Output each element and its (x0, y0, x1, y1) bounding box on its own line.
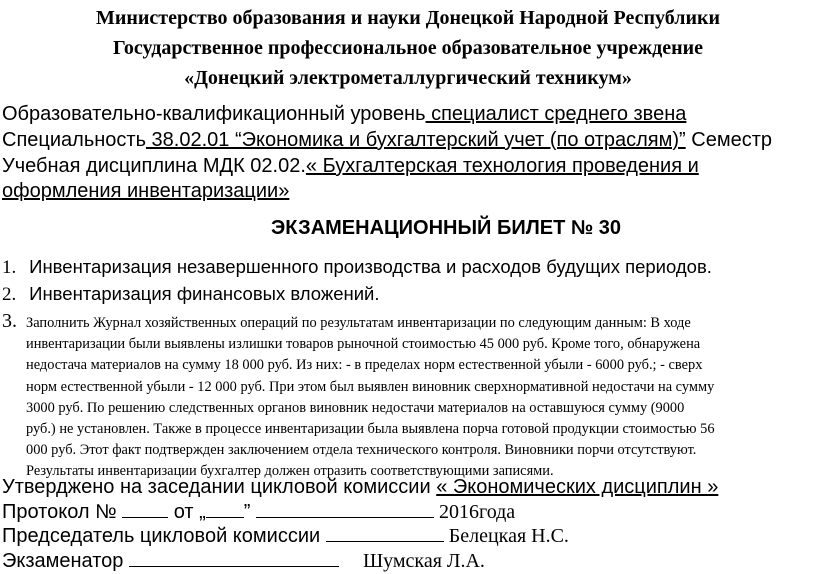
institution-name-heading: «Донецкий электрометаллургический техникум» (184, 67, 632, 89)
question-1-number: 1. (2, 257, 17, 278)
chairman-signature-blank (326, 525, 444, 542)
question-2 (2, 283, 380, 306)
examiner-label: Экзаменатор (2, 550, 129, 572)
ticket-title: ЭКЗАМЕНАЦИОННЫЙ БИЛЕТ № 30 (271, 217, 621, 239)
specialty-line (2, 128, 772, 152)
protocol-day-blank (206, 501, 244, 518)
discipline-value-line1: Бухгалтерская технология проведения и (322, 155, 699, 177)
question-3-line: руб.) не установлен. Также в процессе инвентаризации была выявлена порча готовой продукции стоимостью 56 (26, 421, 715, 438)
question-3-line: 3000 руб. По решению следственных органов виновник недостачи материалов на оставшуюся сумму (9000 (26, 399, 685, 416)
question-3-text (26, 313, 806, 483)
qualification-level-value: специалист среднего звена (425, 103, 687, 125)
examiner-signature-blank (129, 550, 339, 567)
question-3-line: недостача материалов на сумму 18 000 руб. Из них: - в пределах норм естественной убыли - 6000 руб.; - сверх (26, 357, 703, 374)
semester-label: Семестр (685, 129, 772, 151)
question-1 (2, 256, 712, 279)
question-1-text: Инвентаризация незавершенного производства и расходов будущих периодов. (29, 256, 712, 277)
protocol-from-label: от „ (168, 501, 206, 523)
question-3-line: норм естественной убыли - 12 000 руб. При этом был выявлен виновник сверхнормативной недостачи на сумму (26, 378, 715, 395)
specialty-value: 38.02.01 “Экономика и бухгалтерский учет (по отраслям)” (145, 129, 686, 151)
institution-type-heading: Государственное профессиональное образовательное учреждение (112, 37, 704, 59)
discipline-quote-open: « (305, 155, 323, 177)
examiner-name: Шумская Л.А. (362, 550, 485, 572)
approval-line (2, 475, 718, 499)
discipline-line (2, 154, 699, 178)
discipline-line-2 (2, 179, 289, 203)
commission-name: « Экономических дисциплин » (436, 476, 719, 498)
specialty-label: Специальность (2, 129, 146, 151)
qualification-level-label: Образовательно-квалификационный уровень (2, 103, 426, 125)
question-3-line: 000 руб. Этот факт подтвержден заключением отдела технического контроля. Виновники порчи отсутствуют. (26, 442, 697, 459)
question-3-line: Заполнить Журнал хозяйственных операций по результатам инвентаризации по следующим данным: В ходе (26, 315, 691, 331)
approval-label: Утверджено на заседании цикловой комиссии (2, 476, 437, 498)
question-3-number: 3. (2, 310, 17, 332)
examiner-line (2, 549, 485, 573)
question-2-number: 2. (2, 284, 17, 305)
question-3-line: инвентаризации были выявлены излишки товаров рыночной стоимостью 45 000 руб. Кроме того, обнаружена (26, 336, 701, 353)
chairman-line (2, 524, 569, 548)
discipline-label: Учебная дисциплина МДК 02.02. (2, 155, 306, 177)
protocol-label: Протокол № (2, 501, 123, 523)
protocol-month-blank (256, 501, 434, 518)
protocol-number-blank (122, 501, 168, 518)
chairman-label: Председатель цикловой комиссии (2, 525, 326, 547)
question-2-text: Инвентаризация финансовых вложений. (29, 283, 380, 304)
discipline-value-line2: оформления инвентаризации» (2, 180, 290, 202)
ministry-heading: Министерство образования и науки Донецкой Народной Республики (95, 7, 721, 29)
protocol-quote-close: ” (243, 501, 256, 523)
chairman-name: Белецкая Н.С. (443, 525, 569, 547)
protocol-line (2, 500, 515, 524)
question-3-line: Результаты инвентаризации бухгалтер должен отразить соответствующими записями. (26, 463, 554, 480)
protocol-year: 2016года (433, 501, 516, 523)
qualification-level-line (2, 102, 686, 126)
